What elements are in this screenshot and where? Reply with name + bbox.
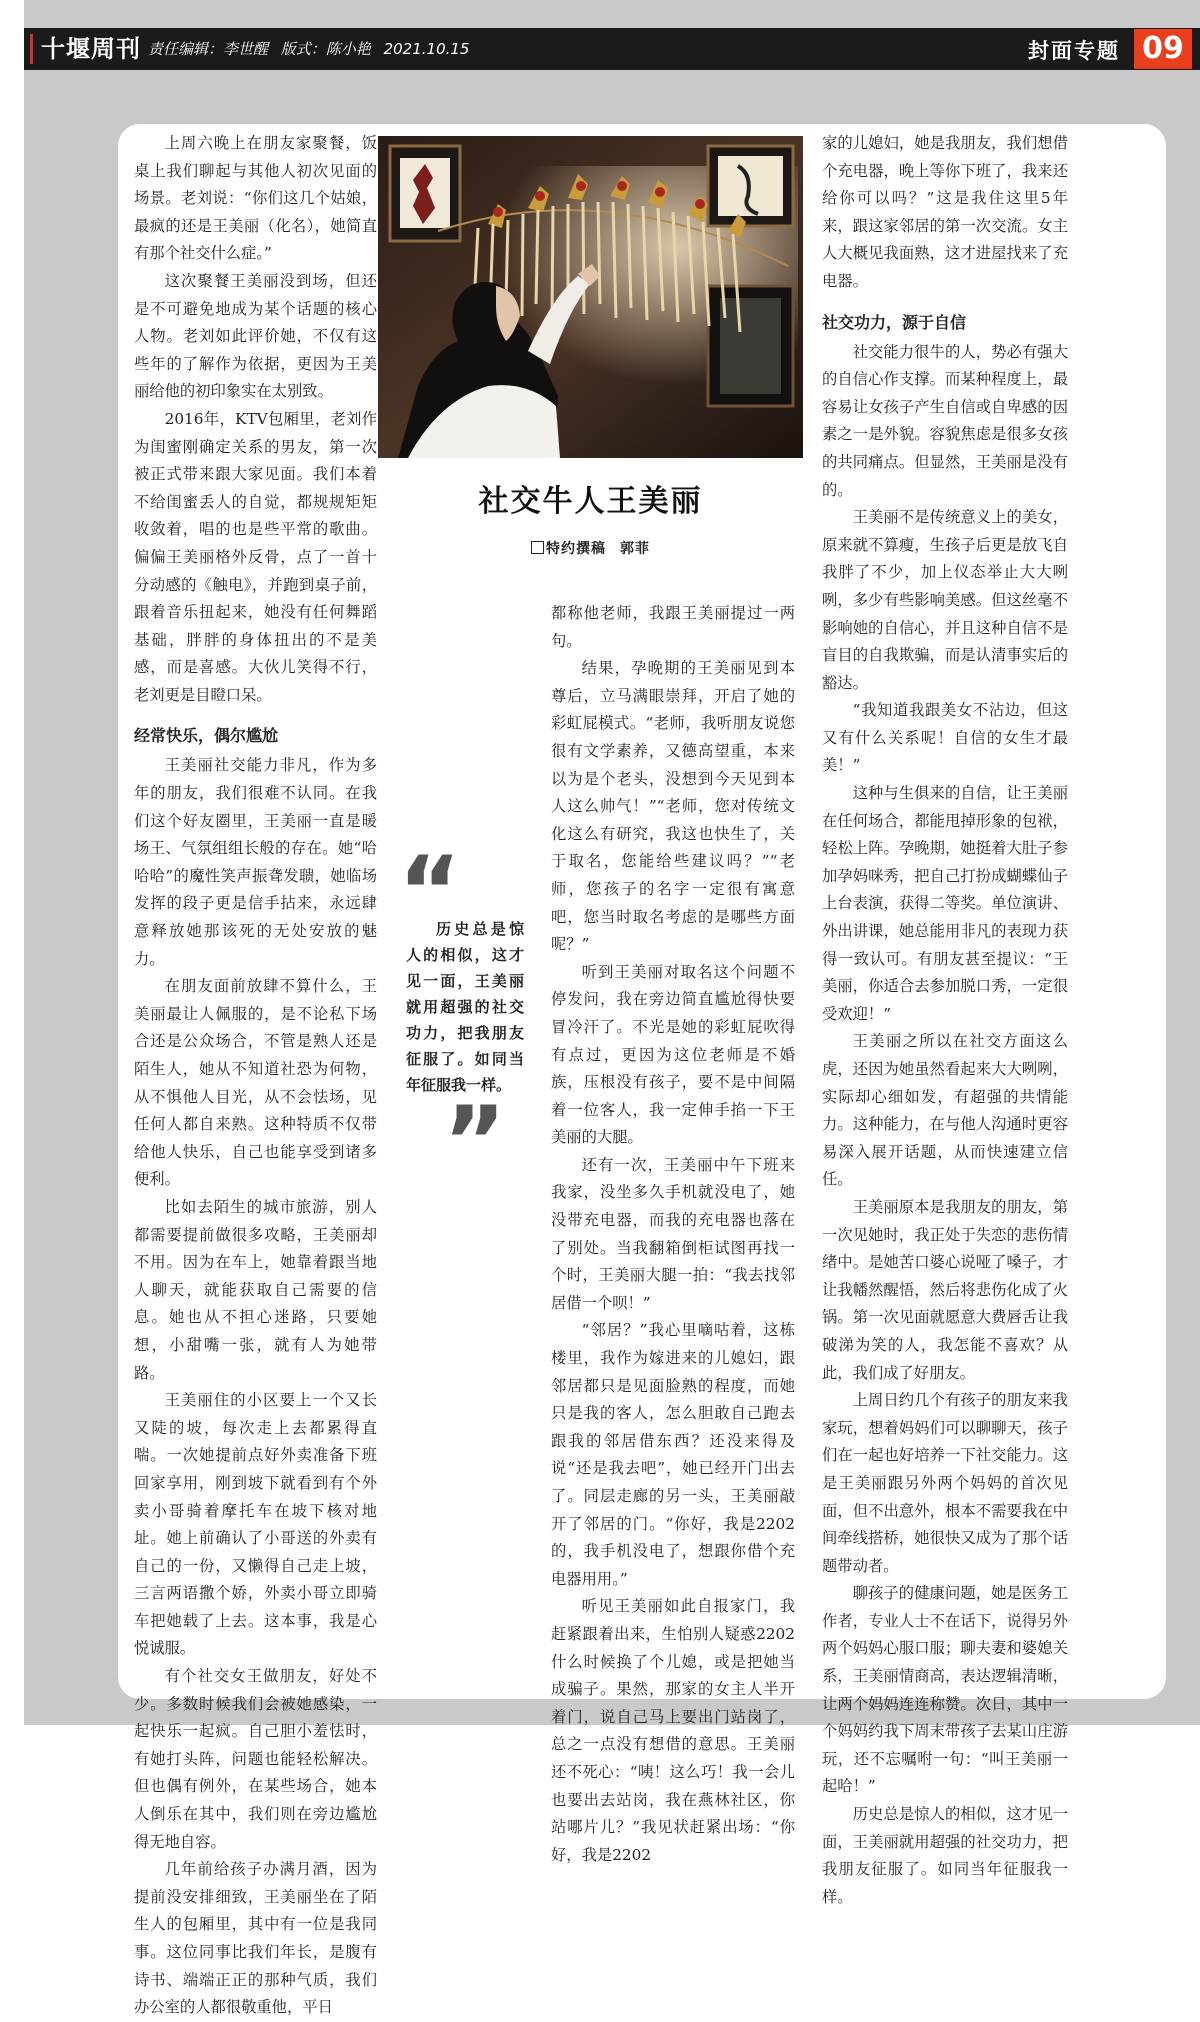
editor-credit: 责任编辑：李世醒 bbox=[148, 40, 269, 58]
section-title: 封面专题 bbox=[1028, 39, 1120, 63]
close-quote-icon: ” bbox=[443, 1086, 507, 1198]
paragraph: 还有一次，王美丽中午下班来我家，没坐多久手机就没电了，她没带充电器，而我的充电器也落在了别处。当我翻箱倒柜试图再找一个时，王美丽大腿一拍：“我去找邻居借一个呗！” bbox=[551, 1155, 795, 1312]
layout-credit: 版式：陈小艳 bbox=[280, 40, 371, 58]
paragraph: 上周日约几个有孩子的朋友来我家玩，想着妈妈们可以聊聊天，孩子们在一起也好培养一下社交能力。这是王美丽跟另外两个妈妈的首次见面，但不出意外，根本不需要我在中间牵线搭桥，她很快又成为了那个话题带动者。 bbox=[822, 1391, 1068, 1575]
issue-date: 2021.10.15 bbox=[383, 40, 470, 58]
section-heading: 经常快乐，偶尔尴尬 bbox=[134, 726, 279, 746]
shadow-puppet-photo bbox=[378, 136, 803, 458]
paragraph: 社交能力很牛的人，势必有强大的自信心作支撑。而某种程度上，最容易让女孩子产生自信或自卑感的因素之一是外貌。容貌焦虑是很多女孩的共同痛点。但显然，王美丽是没有的。 bbox=[822, 342, 1068, 499]
page-margin bbox=[0, 0, 24, 1725]
column-3 bbox=[822, 130, 1068, 1911]
paragraph: 王美丽原本是我朋友的朋友，第一次见她时，我正处于失恋的悲伤情绪中。是她苦口婆心说哑了嗓子，才让我幡然醒悟，然后将悲伤化成了火锅。第一次见面就愿意大费唇舌让我破涕为笑的人，我怎能不喜欢？从此，我们成了好朋友。 bbox=[822, 1197, 1068, 1382]
paragraph: 都称他老师，我跟王美丽提过一两句。 bbox=[551, 604, 795, 650]
paragraph: 王美丽住的小区要上一个又长又陡的坡，每次走上去都累得直喘。一次她提前点好外卖准备下班回家享用，刚到坡下就看到有个外卖小哥骑着摩托车在坡下核对地址。她上前确认了小哥送的外卖有自己的一份，又懒得自己走上坡，三言两语撒个娇，外卖小哥立即骑车把她载了上去。这本事，我是心悦诚服。 bbox=[134, 1391, 377, 1658]
paragraph: 有个社交女王做朋友，好处不少。多数时候我们会被她感染，一起快乐一起疯。自己胆小羞怯时，有她打头阵，问题也能轻松解决。但也偶有例外，在某些场合，她本人倒乐在其中，我们则在旁边尴尬得无地自容。 bbox=[134, 1667, 377, 1851]
paragraph: 家的儿媳妇，她是我朋友，我们想借个充电器，晚上等你下班了，我来还给你可以吗？”这是我住这里5年来，跟这家邻居的第一次交流。女主人大概见我面熟，这才进屋找来了充电器。 bbox=[822, 134, 1068, 290]
page-number: 09 bbox=[1134, 29, 1192, 69]
open-quote-icon: “ bbox=[398, 836, 462, 948]
paragraph: 王美丽社交能力非凡，作为多年的朋友，我们很难不认同。在我们这个好友圈里，王美丽一直是暖场王、气氛组组长般的存在。她“哈哈哈”的魔性笑声振聋发聩，她临场发挥的段子更是信手拈来，永远肆意释放她那该死的无处安放的魅力。 bbox=[134, 756, 377, 968]
masthead: 十堰周刊 bbox=[30, 34, 141, 64]
pull-quote: 历史总是惊人的相似，这才见一面，王美丽就用超强的社交功力，把我朋友征服了。如同当年征服我一样。 bbox=[406, 920, 524, 1094]
paragraph: “邻居？”我心里嘀咕着，这栋楼里，我作为嫁进来的儿媳妇，跟邻居都只是见面脸熟的程度，而她只是我的客人，怎么胆敢自己跑去跟我的邻居借东西？还没来得及说“还是我去吧”，她已经开门出去了。同层走廊的另一头，王美丽敲开了邻居的门。“你好，我是2202的，我手机没电了，想跟你借个充电器用用。” bbox=[551, 1321, 795, 1588]
column-2 bbox=[551, 600, 795, 1869]
byline-label: 特约撰稿 bbox=[546, 541, 606, 557]
paragraph: “我知道我跟美女不沾边，但这又有什么关系呢！自信的女生才最美！” bbox=[822, 701, 1068, 775]
section-heading: 社交功力，源于自信 bbox=[822, 312, 967, 332]
page-header bbox=[24, 28, 1200, 70]
paragraph: 上周六晚上在朋友家聚餐，饭桌上我们聊起与其他人初次见面的场景。老刘说：“你们这几个姑娘，最疯的还是王美丽（化名），她简直有那个社交什么症。” bbox=[134, 134, 377, 263]
paragraph: 2016年，KTV包厢里，老刘作为闺蜜刚确定关系的男友，第一次被正式带来跟大家见面。我们本着不给闺蜜丢人的自觉，都规规矩矩收敛着，唱的也是些平常的歌曲。偏偏王美丽格外反骨，点了一首十分动感的《触电》，并跑到桌子前，跟着音乐扭起来，她没有任何舞蹈基础，胖胖的身体扭出的不是美感，而是喜感。大伙儿笑得不行，老刘更是目瞪口呆。 bbox=[134, 409, 377, 704]
paragraph: 王美丽不是传统意义上的美女，原来就不算瘦，生孩子后更是放飞自我胖了不少，加上仪态举止大大咧咧，多少有些影响美感。但这丝毫不影响她的自信心，并且这种自信不是盲目的自我欺骗，而是认清事实后的豁达。 bbox=[822, 508, 1068, 692]
paragraph: 这种与生俱来的自信，让王美丽在任何场合，都能甩掉形象的包袱，轻松上阵。孕晚期，她挺着大肚子参加孕妈咪秀，把自己打扮成蝴蝶仙子上台表演，获得二等奖。单位演讲、外出讲课，她总能用非凡的表现力获得一致认可。有朋友甚至提议：“王美丽，你适合去参加脱口秀，一定很受欢迎！” bbox=[822, 784, 1068, 1023]
paragraph: 几年前给孩子办满月酒，因为提前没安排细致，王美丽坐在了陌生人的包厢里，其中有一位是我同事。这位同事比我们年长，是腹有诗书、端端正正的那种气质，我们办公室的人都很敬重他，平日 bbox=[134, 1860, 377, 2017]
header-credits bbox=[148, 38, 477, 59]
paragraph: 历史总是惊人的相似，这才见一面，王美丽就用超强的社交功力，把我朋友征服了。如同当年征服我一样。 bbox=[822, 1805, 1068, 1906]
paragraph: 比如去陌生的城市旅游，别人都需要提前做很多攻略，王美丽却不用。因为在车上，她靠着跟当地人聊天，就能获取自己需要的信息。她也从不担心迷路，只要她想，小甜嘴一张，就有人为她带路。 bbox=[134, 1197, 377, 1382]
paragraph: 聊孩子的健康问题，她是医务工作者，专业人士不在话下，说得另外两个妈妈心服口服；聊夫妻和婆媳关系，王美丽情商高，表达逻辑清晰，让两个妈妈连连称赞。次日，其中一个妈妈约我下周末带孩子去某山庄游玩，还不忘嘱咐一句：“叫王美丽一起哈！” bbox=[822, 1584, 1068, 1796]
article-title: 社交牛人王美丽 bbox=[478, 484, 703, 519]
byline bbox=[378, 538, 803, 558]
paragraph: 结果，孕晚期的王美丽见到本尊后，立马满眼崇拜，开启了她的彩虹屁模式。“老师，我听朋友说您很有文学素养，又德高望重，本来以为是个老头，没想到今天见到本人这么帅气！”“老师，您对传统文化这么有研究，我这也快生了，关于取名，您能给些建议吗？”“老师，您孩子的名字一定很有寓意吧，您当时取名考虑的是哪些方面呢？” bbox=[551, 659, 795, 954]
paragraph: 听见王美丽如此自报家门，我赶紧跟着出来，生怕别人疑惑2202什么时候换了个儿媳，或是把她当成骗子。果然，那家的女主人半开着门，说自己马上要出门站岗了，总之一点没有想借的意思。王美丽还不死心：“咦！这么巧！我一会儿也要出去站岗，我在燕林社区，你站哪片儿？”我见状赶紧出场：“你好，我是2202 bbox=[551, 1597, 795, 1864]
article-page bbox=[118, 124, 1166, 2017]
paragraph: 王美丽之所以在社交方面这么虎，还因为她虽然看起来大大咧咧，实际却心细如发，有超强的共情能力。这种能力，在与他人沟通时更容易深入展开话题，从而快速建立信任。 bbox=[822, 1032, 1068, 1189]
column-1 bbox=[134, 130, 377, 2022]
author-name: 郭菲 bbox=[620, 541, 650, 557]
paragraph: 这次聚餐王美丽没到场，但还是不可避免地成为某个话题的核心人物。老刘如此评价她，不仅有这些年的了解作为依据，更因为王美丽给他的初印象实在太别致。 bbox=[134, 271, 377, 401]
paragraph: 在朋友面前放肆不算什么，王美丽最让人佩服的，是不论私下场合还是公众场合，不管是熟人还是陌生人，她从不知道社恐为何物，从不惧他人目光，从不会怯场，见任何人都自来熟。这种特质不仅带给他人快乐，自己也能享受到诸多便利。 bbox=[134, 977, 377, 1189]
title-block bbox=[378, 476, 803, 558]
byline-box-icon bbox=[531, 541, 544, 554]
paragraph: 听到王美丽对取名这个问题不停发问，我在旁边简直尴尬得快要冒冷汗了。不光是她的彩虹屁吹得有点过，更因为这位老师是不婚族，压根没有孩子，要不是中间隔着一位客人，我一定伸手掐一下王美丽的大腿。 bbox=[551, 962, 795, 1147]
